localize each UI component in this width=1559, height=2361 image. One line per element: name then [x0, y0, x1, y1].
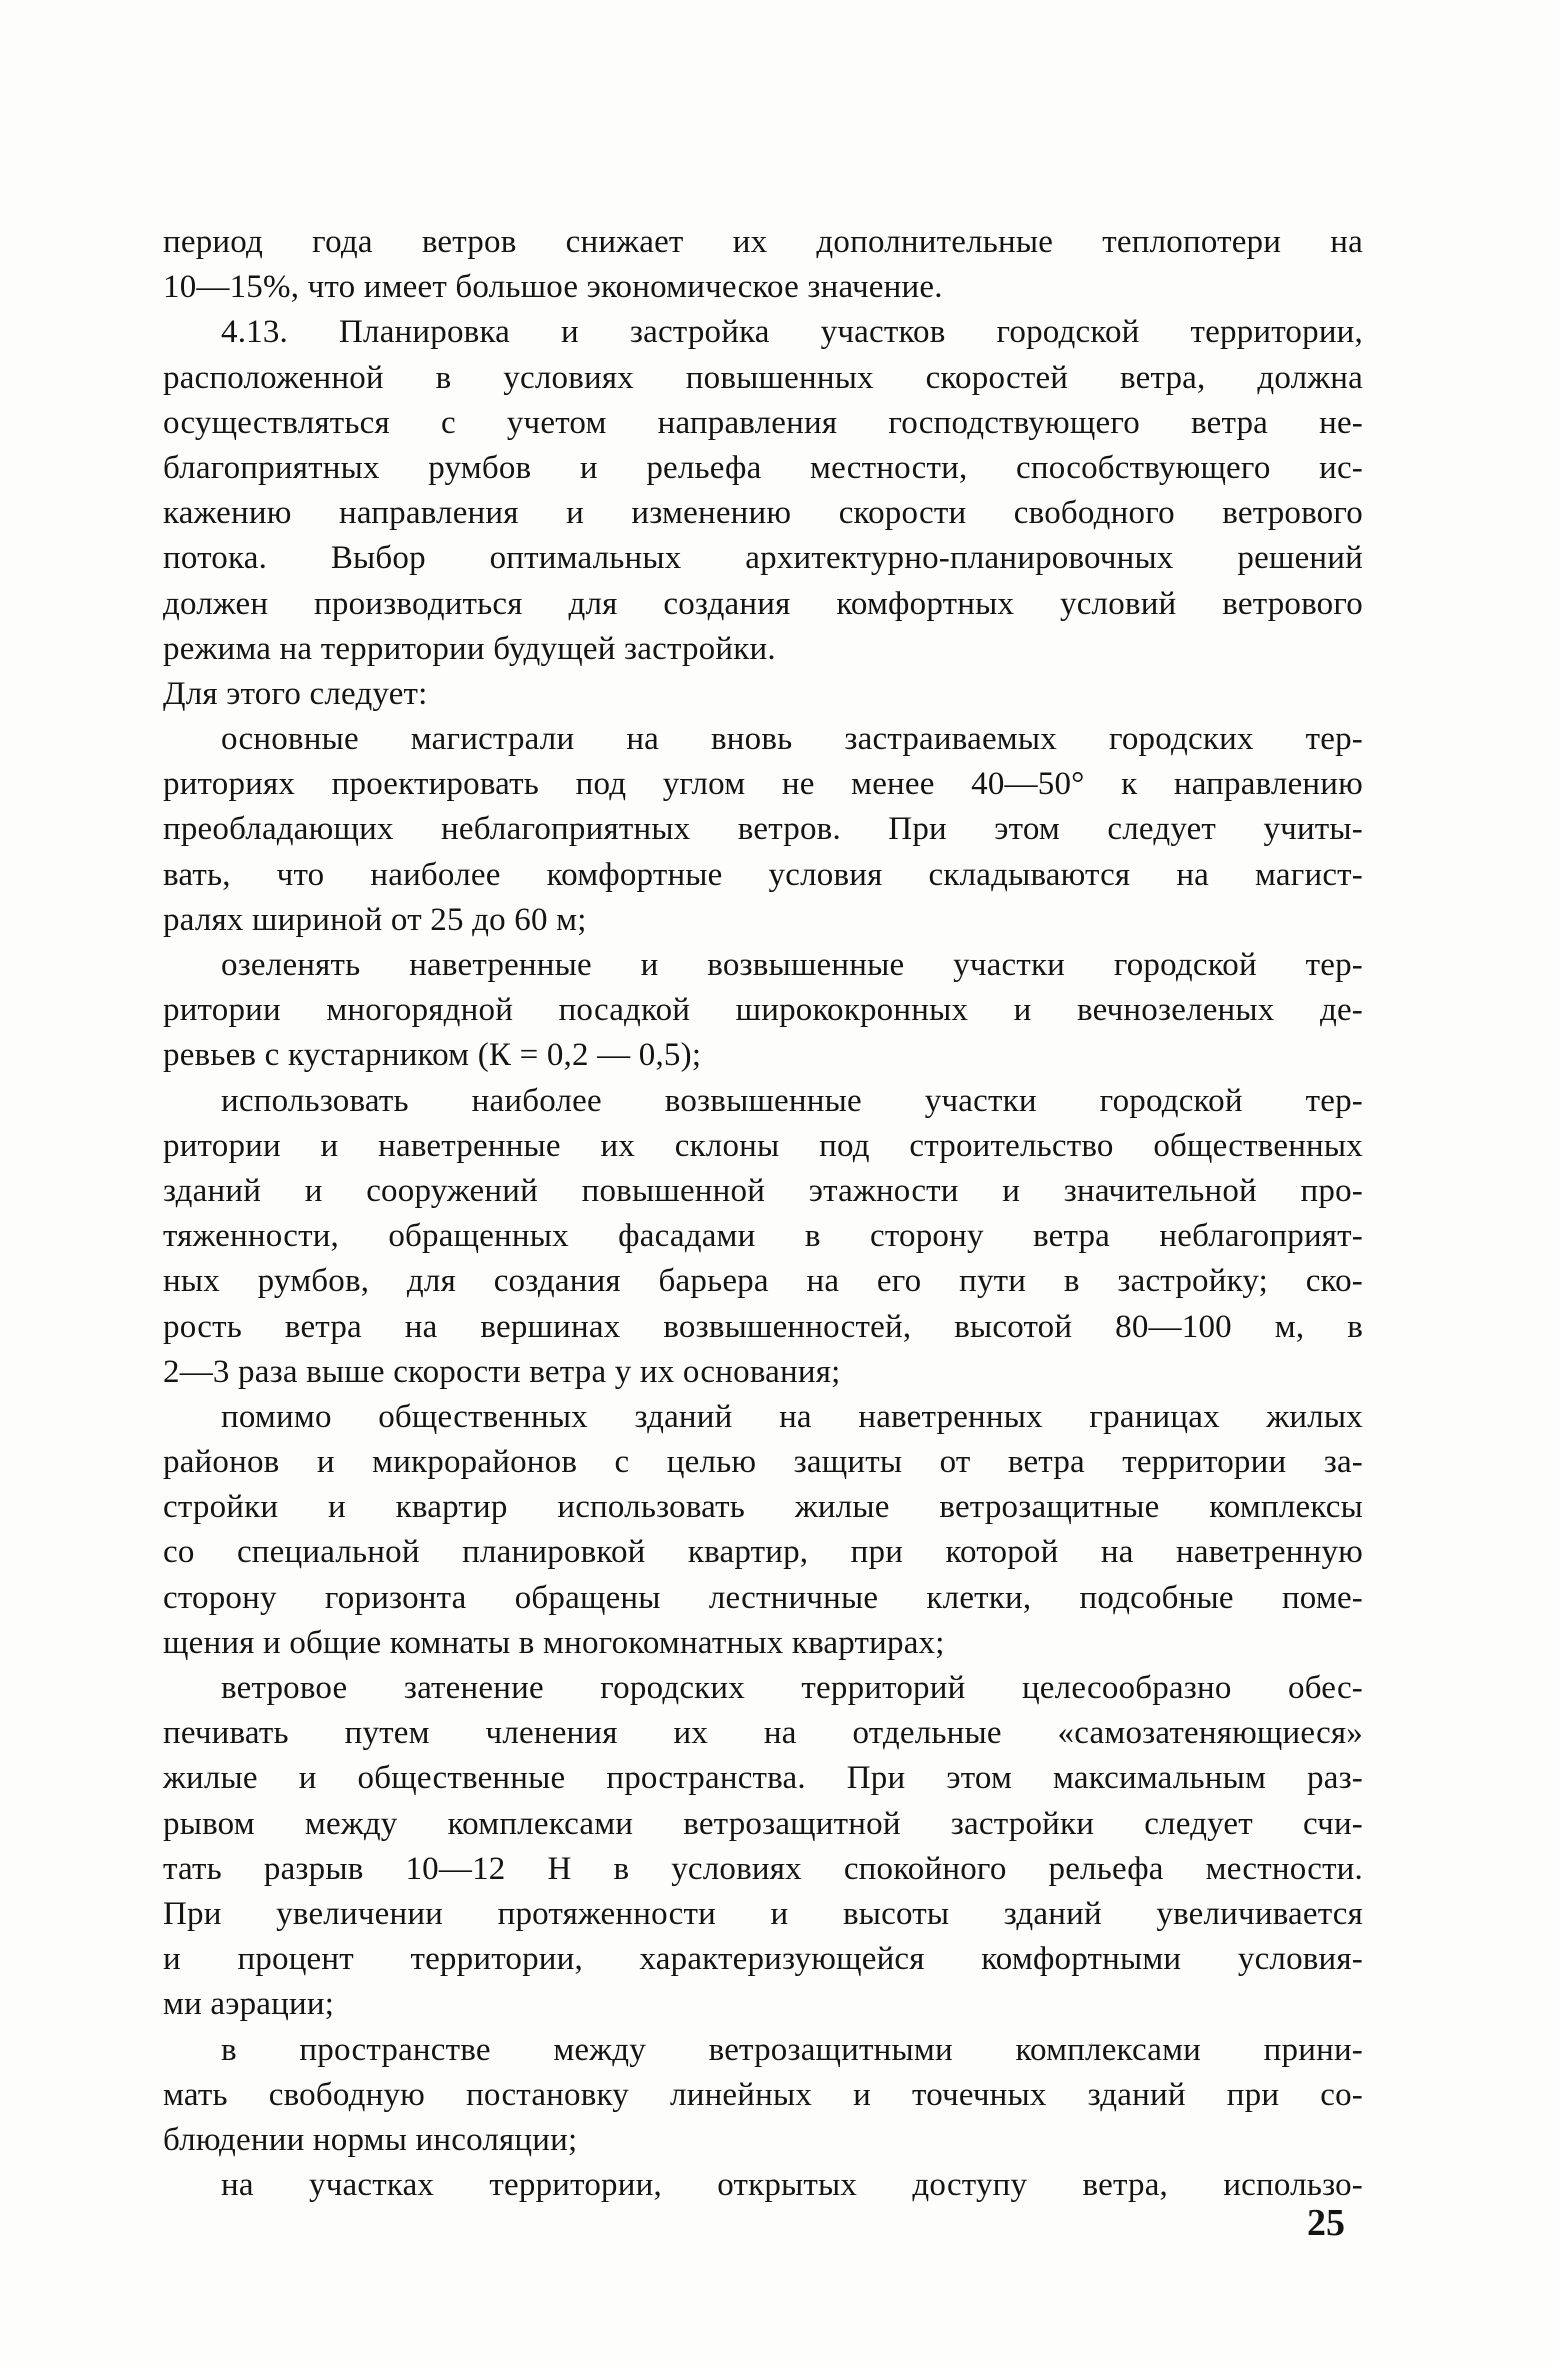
- text-line: Для этого следует:: [163, 675, 428, 712]
- text-line: рывом между комплексами ветрозащитной застройки следует счи-: [163, 1805, 1363, 1842]
- list-item-line: озеленять наветренные и возвышенные участки городской тер-: [221, 947, 1363, 983]
- text-line: период года ветров снижает их дополнительные теплопотери на: [163, 224, 1363, 260]
- text-line: ми аэрации;: [163, 1986, 335, 2023]
- list-item-line: ветровое затенение городских территорий целесообразно обес-: [221, 1670, 1363, 1706]
- text-line: осуществляться с учетом направления господствующего ветра не-: [163, 404, 1363, 441]
- text-line: блюдении нормы инсоляции;: [163, 2121, 578, 2158]
- text-line: ревьев с кустарником (К = 0,2 — 0,5);: [163, 1037, 702, 1074]
- list-item-line: помимо общественных зданий на наветренных границах жилых: [221, 1398, 1363, 1435]
- text-line: зданий и сооружений повышенной этажности и значительной про-: [163, 1172, 1363, 1209]
- text-line: мать свободную постановку линейных и точечных зданий при со-: [163, 2076, 1363, 2113]
- text-line: рость ветра на вершинах возвышенностей, высотой 80—100 м, в: [163, 1308, 1363, 1345]
- body-text: [163, 220, 1363, 2208]
- text-line: вать, что наиболее комфортные условия складываются на магист-: [163, 856, 1363, 893]
- text-line: сторону горизонта обращены лестничные клетки, подсобные поме-: [163, 1579, 1363, 1616]
- section-heading-line: 4.13. Планировка и застройка участков городской территории,: [221, 314, 1363, 351]
- text-line: и процент территории, характеризующейся комфортными условия-: [163, 1941, 1363, 1978]
- text-line: жилые и общественные пространства. При этом максимальным раз-: [163, 1760, 1363, 1797]
- text-line: тяженности, обращенных фасадами в сторону ветра неблагоприят-: [163, 1218, 1363, 1255]
- text-line: При увеличении протяженности и высоты зданий увеличивается: [163, 1895, 1363, 1932]
- text-line: 10—15%, что имеет большое экономическое значение.: [163, 269, 943, 306]
- text-line: стройки и квартир использовать жилые ветрозащитные комплексы: [163, 1489, 1363, 1526]
- text-line: со специальной планировкой квартир, при которой на наветренную: [163, 1534, 1363, 1571]
- text-line: ритории многорядной посадкой ширококронных и вечнозеленых де-: [163, 992, 1363, 1029]
- text-line: районов и микрорайонов с целью защиты от ветра территории за-: [163, 1444, 1363, 1481]
- text-line: кажению направления и изменению скорости свободного ветрового: [163, 495, 1363, 532]
- list-item-line: основные магистрали на вновь застраиваемых городских тер-: [221, 721, 1363, 758]
- text-line: 2—3 раза выше скорости ветра у их основания;: [163, 1353, 841, 1390]
- text-line: расположенной в условиях повышенных скоростей ветра, должна: [163, 359, 1363, 396]
- text-line: ритории и наветренные их склоны под строительство общественных: [163, 1127, 1363, 1164]
- text-line: потока. Выбор оптимальных архитектурно-планировочных решений: [163, 540, 1363, 577]
- text-line: ралях шириной от 25 до 60 м;: [163, 901, 587, 938]
- text-line: должен производиться для создания комфортных условий ветрового: [163, 585, 1363, 622]
- text-line: печивать путем членения их на отдельные «самозатеняющиеся»: [163, 1715, 1363, 1752]
- list-item-line: в пространстве между ветрозащитными комплексами прини-: [221, 2031, 1363, 2068]
- text-line: ных румбов, для создания барьера на его пути в застройку; ско-: [163, 1263, 1363, 1300]
- text-line: щения и общие комнаты в многокомнатных квартирах;: [163, 1624, 945, 1661]
- text-line: благоприятных румбов и рельефа местности, способствующего ис-: [163, 449, 1363, 486]
- text-line: преобладающих неблагоприятных ветров. При этом следует учиты-: [163, 811, 1363, 848]
- text-line: тать разрыв 10—12 Н в условиях спокойного рельефа местности.: [163, 1850, 1363, 1887]
- text-line: риториях проектировать под углом не менее 40—50° к направлению: [163, 766, 1363, 803]
- text-line: режима на территории будущей застройки.: [163, 630, 776, 667]
- list-item-line: на участках территории, открытых доступу ветра, использо-: [221, 2167, 1363, 2204]
- list-item-line: использовать наиболее возвышенные участки городской тер-: [221, 1082, 1363, 1119]
- page-number: 25: [1307, 2202, 1345, 2244]
